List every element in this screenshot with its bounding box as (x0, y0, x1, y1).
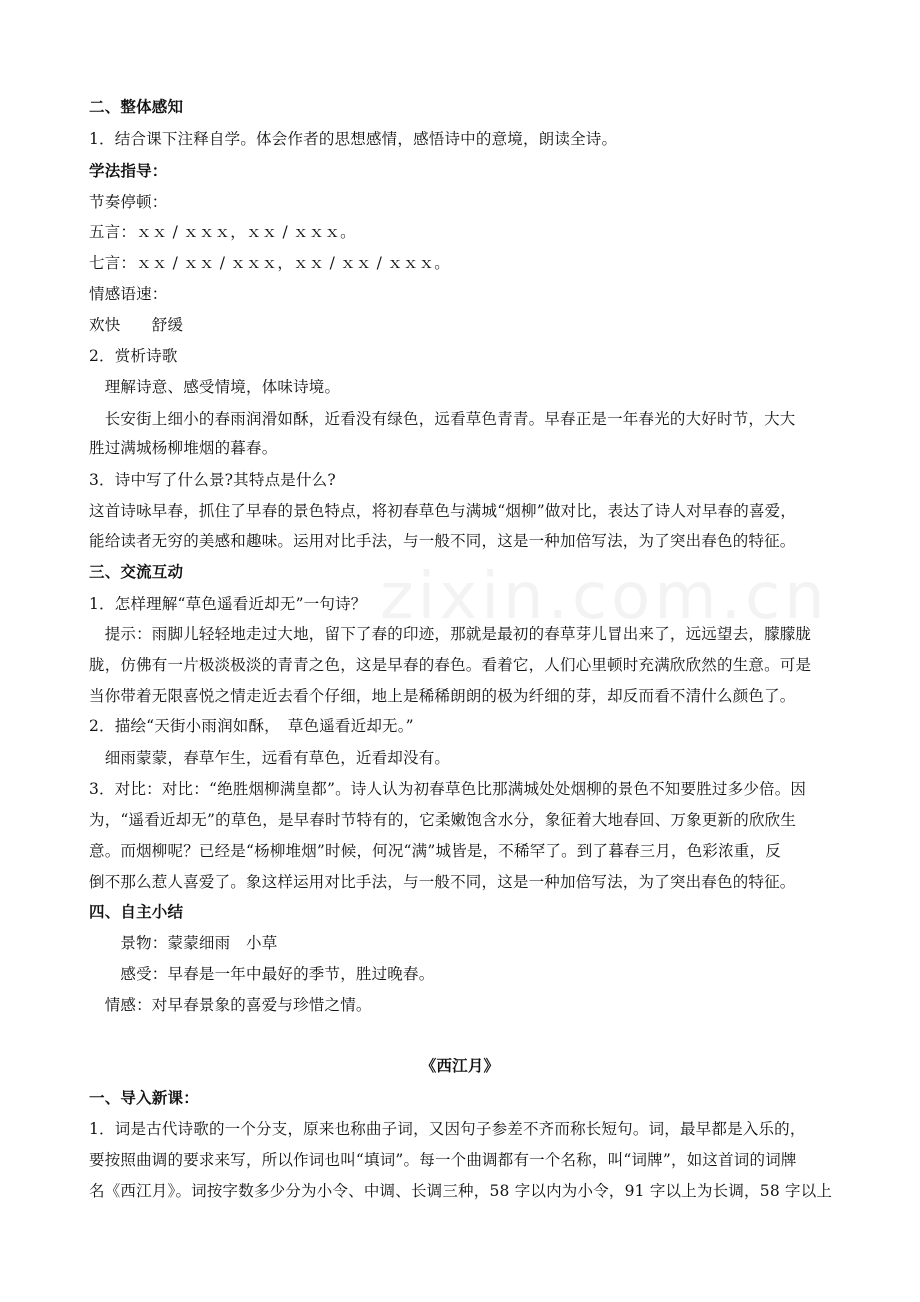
paragraph: 1．结合课下注释自学。体会作者的思想感情，感悟诗中的意境，朗读全诗。 (89, 130, 618, 148)
paragraph: 2．赏析诗歌 (89, 347, 178, 365)
paragraph: 能给读者无穷的美感和趣味。运用对比手法，与一般不同，这是一种加倍写法，为了突出春色的特征。 (89, 532, 796, 550)
paragraph: 细雨蒙蒙，春草乍生，远看有草色，近看却没有。 (89, 749, 451, 767)
paragraph: 感受：早春是一年中最好的季节，胜过晚春。 (89, 965, 435, 983)
paragraph: 3．对比：对比：“绝胜烟柳满皇都”。诗人认为初春草色比那满城处处烟柳的景色不知要胜过多少倍。因 (89, 780, 807, 798)
paragraph: 要按照曲调的要求来写，所以作词也叫“填词”。每一个曲调都有一个名称，叫“词牌”，如这首词的词牌 (89, 1151, 797, 1169)
paragraph: 3．诗中写了什么景?其特点是什么? (89, 471, 336, 489)
paragraph: 1．怎样理解“草色遥看近却无”一句诗？ (89, 595, 367, 613)
heading-summary: 四、自主小结 (89, 903, 184, 921)
paragraph: 胜过满城杨柳堆烟的暮春。 (89, 439, 278, 457)
paragraph: 欢快 舒缓 (89, 316, 184, 334)
paragraph: 为，“遥看近却无”的草色，是早春时节特有的，它柔嫩饱含水分，象征着大地春回、万象更新的欣欣生 (89, 811, 797, 829)
paragraph: 五言：ｘｘ / ｘｘｘ，ｘｘ / ｘｘｘ。 (89, 223, 356, 241)
paragraph: 理解诗意、感受情境，体味诗境。 (89, 378, 341, 396)
paragraph: 节奏停顿： (89, 193, 168, 211)
paragraph: 倒不那么惹人喜爱了。象这样运用对比手法，与一般不同，这是一种加倍写法，为了突出春色的特征。 (89, 873, 796, 891)
paragraph: 情感：对早春景象的喜爱与珍惜之情。 (89, 996, 372, 1014)
paragraph: 名《西江月》。词按字数多少分为小令、中调、长调三种，58 字以内为小令，91 字以上为长调，58 字以上 (89, 1182, 833, 1200)
paragraph: 景物：蒙蒙细雨 小草 (89, 934, 278, 952)
paragraph: 1．词是古代诗歌的一个分支，原来也称曲子词，又因句子参差不齐而称长短句。词，最早都是入乐的， (89, 1120, 806, 1138)
heading-overall-perception: 二、整体感知 (89, 98, 184, 116)
paragraph: 胧，仿佛有一片极淡极淡的青青之色，这是早春的春色。看着它，人们心里顿时充满欣欣然的生意。可是 (89, 656, 812, 674)
paragraph: 提示：雨脚儿轻轻地走过大地，留下了春的印迹，那就是最初的春草芽儿冒出来了，远远望去，朦朦胧 (89, 625, 812, 643)
paragraph: 这首诗咏早春，抓住了早春的景色特点，将初春草色与满城“烟柳”做对比，表达了诗人对早春的喜爱， (89, 502, 797, 520)
paragraph: 七言：ｘｘ / ｘｘ / ｘｘｘ，ｘｘ / ｘｘ / ｘｘｘ。 (89, 254, 451, 272)
paragraph: 长安街上细小的春雨润滑如酥，近看没有绿色，远看草色青青。早春正是一年春光的大好时节，大大 (89, 410, 796, 428)
heading-study-guide: 学法指导： (89, 162, 168, 180)
heading-interaction: 三、交流互动 (89, 563, 184, 581)
heading-introduction: 一、导入新课： (89, 1089, 199, 1107)
section-title: 《西江月》 (420, 1056, 500, 1075)
paragraph: 2．描绘“天街小雨润如酥， 草色遥看近却无。” (89, 717, 414, 735)
paragraph: 当你带着无限喜悦之情走近去看个仔细，地上是稀稀朗朗的极为纤细的芽，却反而看不清什么颜色了。 (89, 687, 796, 705)
paragraph: 意。而烟柳呢？已经是“杨柳堆烟”时候，何况“满”城皆是，不稀罕了。到了暮春三月，色彩浓重，反 (89, 842, 781, 860)
paragraph: 情感语速： (89, 285, 168, 303)
watermark: zixin.com.cn (380, 560, 829, 634)
